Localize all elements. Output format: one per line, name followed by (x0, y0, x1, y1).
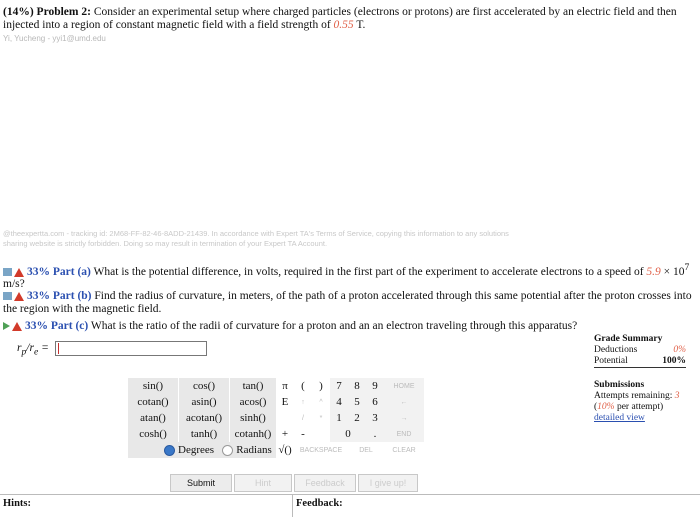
per-attempt-open: ( (594, 402, 598, 412)
key-0[interactable]: 0 (330, 426, 366, 442)
speed-exp: 7 (684, 262, 690, 273)
warning-icon (14, 268, 24, 277)
feedback-label: Feedback: (296, 498, 343, 509)
key-1[interactable]: 1 (330, 410, 348, 426)
key-sin[interactable]: sin() (128, 378, 179, 394)
key-5[interactable]: 5 (348, 394, 366, 410)
key-8[interactable]: 8 (348, 378, 366, 394)
speed-unit: m/s? (3, 278, 25, 291)
hints-label: Hints: (3, 498, 32, 509)
key-sqrt[interactable]: √() (276, 442, 294, 458)
answer-r: r (17, 342, 22, 354)
radians-label: Radians (236, 444, 272, 456)
key-divide[interactable]: / (302, 414, 304, 422)
top-divider (20, 0, 680, 3)
key-cos[interactable]: cos() (179, 378, 230, 394)
key-close-paren[interactable]: ) (319, 380, 323, 392)
key-open-paren[interactable]: ( (301, 380, 305, 392)
footer-divider (0, 494, 700, 495)
part-a-text: What is the potential difference, in volts, required in the first part of the experiment to accelerate electrons to a speed of (93, 265, 644, 278)
problem-text: Consider an experimental setup where charged particles (electrons or protons) are first accelerated by an electric field and then injected into a region of constant magnetic field with a field strength of (3, 6, 677, 31)
key-6[interactable]: 6 (366, 394, 384, 410)
key-3[interactable]: 3 (366, 410, 384, 426)
key-e[interactable]: E (281, 396, 289, 408)
key-tanh[interactable]: tanh() (179, 426, 230, 442)
key-sinh[interactable]: sinh() (230, 410, 276, 426)
key-9[interactable]: 9 (366, 378, 384, 394)
watermark-line-1: @theexpertta.com - tracking id: 2M68-FF-82-46-8ADD-21439. In accordance with Expert TA's Terms of Service, copying this information to any solutions (3, 229, 509, 238)
grade-summary (594, 334, 686, 424)
key-tan[interactable]: tan() (230, 378, 276, 394)
grade-summary-title: Grade Summary (594, 334, 663, 344)
answer-slash: / (26, 342, 30, 354)
part-b-label[interactable]: Part (b) (52, 290, 92, 302)
watermark-line-2: sharing website is strictly forbidden. Doing so may result in termination of your Expert TA Account. (3, 239, 328, 248)
answer-r2: r (29, 342, 34, 354)
problem-weight: (14%) (3, 6, 34, 18)
problem-statement (3, 6, 683, 45)
key-right[interactable]: → (384, 410, 424, 426)
potential-value: 100% (662, 356, 686, 366)
part-c-pct: 33% (25, 320, 48, 332)
detailed-view-link[interactable]: detailed view (594, 413, 645, 423)
attempts-value: 3 (674, 391, 680, 401)
key-left[interactable]: ← (384, 394, 424, 410)
key-cotan[interactable]: cotan() (128, 394, 179, 410)
part-b (3, 290, 693, 315)
key-acotan[interactable]: acotan() (179, 410, 230, 426)
answer-sub-e: e (33, 346, 39, 358)
key-del[interactable]: DEL (348, 442, 384, 458)
answer-label (17, 342, 49, 357)
key-plus[interactable]: + (281, 428, 289, 440)
potential-label: Potential (594, 356, 628, 366)
key-pi[interactable]: π (282, 380, 288, 392)
watermark (3, 229, 693, 249)
answer-equals: = (41, 342, 49, 354)
play-icon[interactable] (3, 322, 10, 330)
part-a-label[interactable]: Part (a) (52, 265, 91, 278)
key-end[interactable]: END (384, 426, 424, 442)
speed-suffix: × 10 (663, 265, 685, 278)
deductions-value: 0% (673, 345, 686, 355)
key-caret[interactable]: ^ (319, 398, 323, 406)
key-backspace[interactable]: BACKSPACE (294, 442, 348, 458)
author: Yi, Yucheng - yyi1@umd.edu (3, 34, 106, 43)
key-cosh[interactable]: cosh() (128, 426, 179, 442)
per-attempt-pct: 10% (597, 402, 615, 412)
warning-icon (14, 292, 24, 301)
field-value: 0.55 (333, 19, 354, 31)
key-blank (276, 410, 294, 426)
problem-unit: T. (356, 19, 366, 31)
key-minus[interactable]: - (301, 428, 305, 440)
key-acos[interactable]: acos() (230, 394, 276, 410)
part-b-pct: 33% (27, 290, 50, 302)
part-c-text: What is the ratio of the radii of curvature for a proton and an an electron traveling through this apparatus? (90, 320, 578, 332)
deductions-label: Deductions (594, 345, 638, 355)
part-b-text: Find the radius of curvature, in meters, of the path of a proton accelerated through this same potential after the proton crosses into the region with the magnetic field. (3, 290, 692, 315)
submit-button[interactable]: Submit (170, 474, 232, 492)
notepad-icon[interactable] (3, 268, 12, 276)
footer-separator (292, 494, 293, 517)
text-caret (58, 343, 59, 354)
key-clear[interactable]: CLEAR (384, 442, 424, 458)
key-up[interactable]: ↑ (301, 398, 305, 406)
radians-radio[interactable] (222, 445, 233, 456)
key-2[interactable]: 2 (348, 410, 366, 426)
attempts-label: Attempts remaining: (594, 391, 673, 401)
per-attempt-text: per attempt) (616, 402, 664, 412)
key-home[interactable]: HOME (384, 378, 424, 394)
key-7[interactable]: 7 (330, 378, 348, 394)
part-a (3, 262, 693, 291)
degrees-label: Degrees (178, 444, 215, 456)
hint-button[interactable]: Hint (234, 474, 292, 492)
feedback-button[interactable]: Feedback (294, 474, 356, 492)
give-up-button[interactable]: I give up! (358, 474, 418, 492)
part-c-label[interactable]: Part (c) (50, 320, 89, 332)
notepad-icon[interactable] (3, 292, 12, 300)
answer-input[interactable] (55, 341, 207, 356)
speed-value: 5.9 (646, 265, 661, 278)
key-dot[interactable]: . (366, 426, 384, 442)
part-a-pct: 33% (27, 265, 50, 278)
key-cotanh[interactable]: cotanh() (230, 426, 276, 442)
warning-icon (12, 322, 22, 331)
keypad (128, 378, 424, 458)
key-4[interactable]: 4 (330, 394, 348, 410)
submissions-title: Submissions (594, 380, 645, 390)
key-asin[interactable]: asin() (179, 394, 230, 410)
answer-sub-p: p (21, 346, 27, 358)
key-atan[interactable]: atan() (128, 410, 179, 426)
problem-title: Problem 2: (36, 6, 91, 18)
part-c (3, 320, 693, 333)
degrees-radio[interactable] (164, 445, 175, 456)
key-multiply[interactable]: * (319, 414, 323, 422)
